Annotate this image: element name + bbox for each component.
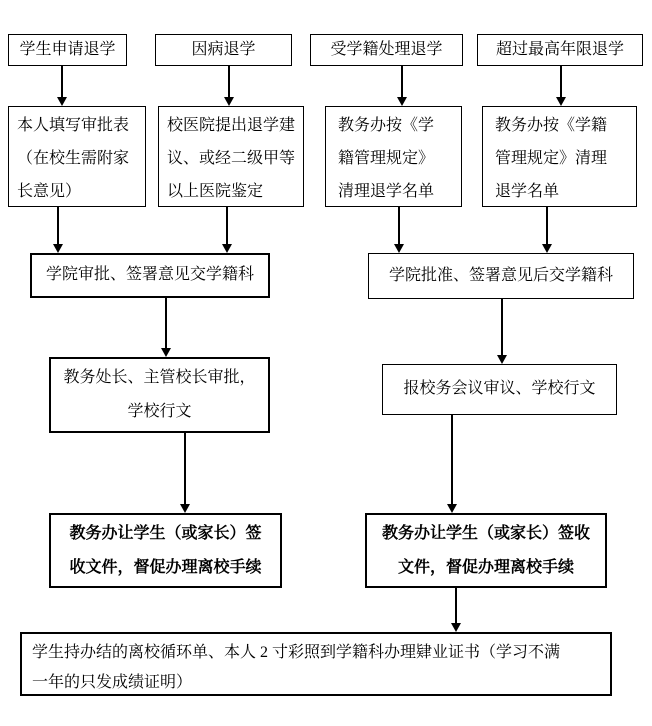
college-review-box-right: 学院批准、签署意见后交学籍科 — [368, 253, 634, 299]
sign-receive-line: 教务办让学生（或家长）签收 — [381, 524, 590, 542]
step-text-line: 议、或经二级甲等 — [167, 150, 296, 167]
sign-receive-box-left — [49, 513, 282, 588]
arrow-down — [401, 66, 403, 97]
dean-approval-box — [49, 357, 270, 433]
entry-box-illness: 因病退学 — [155, 34, 292, 66]
arrow-down — [501, 299, 503, 355]
college-review-box-left: 学院审批、签署意见交学籍科 — [30, 253, 270, 298]
final-note-line: 一年的只发成绩证明） — [32, 674, 193, 691]
step-text-line: 本人填写审批表 — [17, 117, 130, 134]
step-text-line: 清理退学名单 — [338, 183, 435, 200]
sign-receive-line: 文件，督促办理离校手续 — [397, 558, 574, 576]
dean-approval-line: 学校行文 — [127, 403, 192, 420]
entry-box-max-duration: 超过最高年限退学 — [477, 34, 643, 66]
arrow-down — [451, 415, 453, 504]
step-box-fill-approval-form — [8, 106, 146, 207]
sign-receive-line: 收文件，督促办理离校手续 — [69, 558, 262, 576]
arrow-down — [546, 207, 548, 244]
council-review-box: 报校务会议审议、学校行文 — [382, 364, 617, 415]
step-box-registry-list-penalty — [325, 106, 462, 207]
step-box-registry-list-duration — [482, 106, 637, 207]
arrow-down — [57, 207, 59, 244]
final-note-line: 学生持办结的离校循环单、本人 2 寸彩照到学籍科办理肄业证书（学习不满 — [32, 644, 561, 661]
arrow-down — [560, 66, 562, 97]
arrow-down — [455, 588, 457, 623]
entry-box-student-apply: 学生申请退学 — [8, 34, 127, 66]
step-text-line: 退学名单 — [495, 183, 560, 200]
arrow-down — [226, 207, 228, 244]
entry-box-status-penalty: 受学籍处理退学 — [310, 34, 463, 66]
step-text-line: 教务办按《学籍 — [495, 117, 608, 134]
final-certificate-box — [20, 632, 612, 696]
step-text-line: （在校生需附家 — [17, 150, 130, 167]
arrow-down — [398, 207, 400, 244]
step-box-hospital-recommendation — [158, 106, 304, 207]
step-text-line: 教务办按《学 — [338, 117, 435, 134]
step-text-line: 籍管理规定》 — [338, 150, 435, 167]
arrow-down — [61, 66, 63, 97]
dean-approval-line: 教务处长、主管校长审批， — [63, 369, 256, 386]
arrow-down — [165, 298, 167, 348]
arrow-down — [228, 66, 230, 97]
step-text-line: 校医院提出退学建 — [167, 117, 296, 134]
step-text-line: 管理规定》清理 — [495, 150, 608, 167]
sign-receive-line: 教务办让学生（或家长）签 — [69, 524, 262, 542]
sign-receive-box-right — [365, 513, 607, 588]
step-text-line: 长意见） — [17, 183, 82, 200]
step-text-line: 以上医院鉴定 — [167, 183, 264, 200]
arrow-down — [184, 433, 186, 504]
